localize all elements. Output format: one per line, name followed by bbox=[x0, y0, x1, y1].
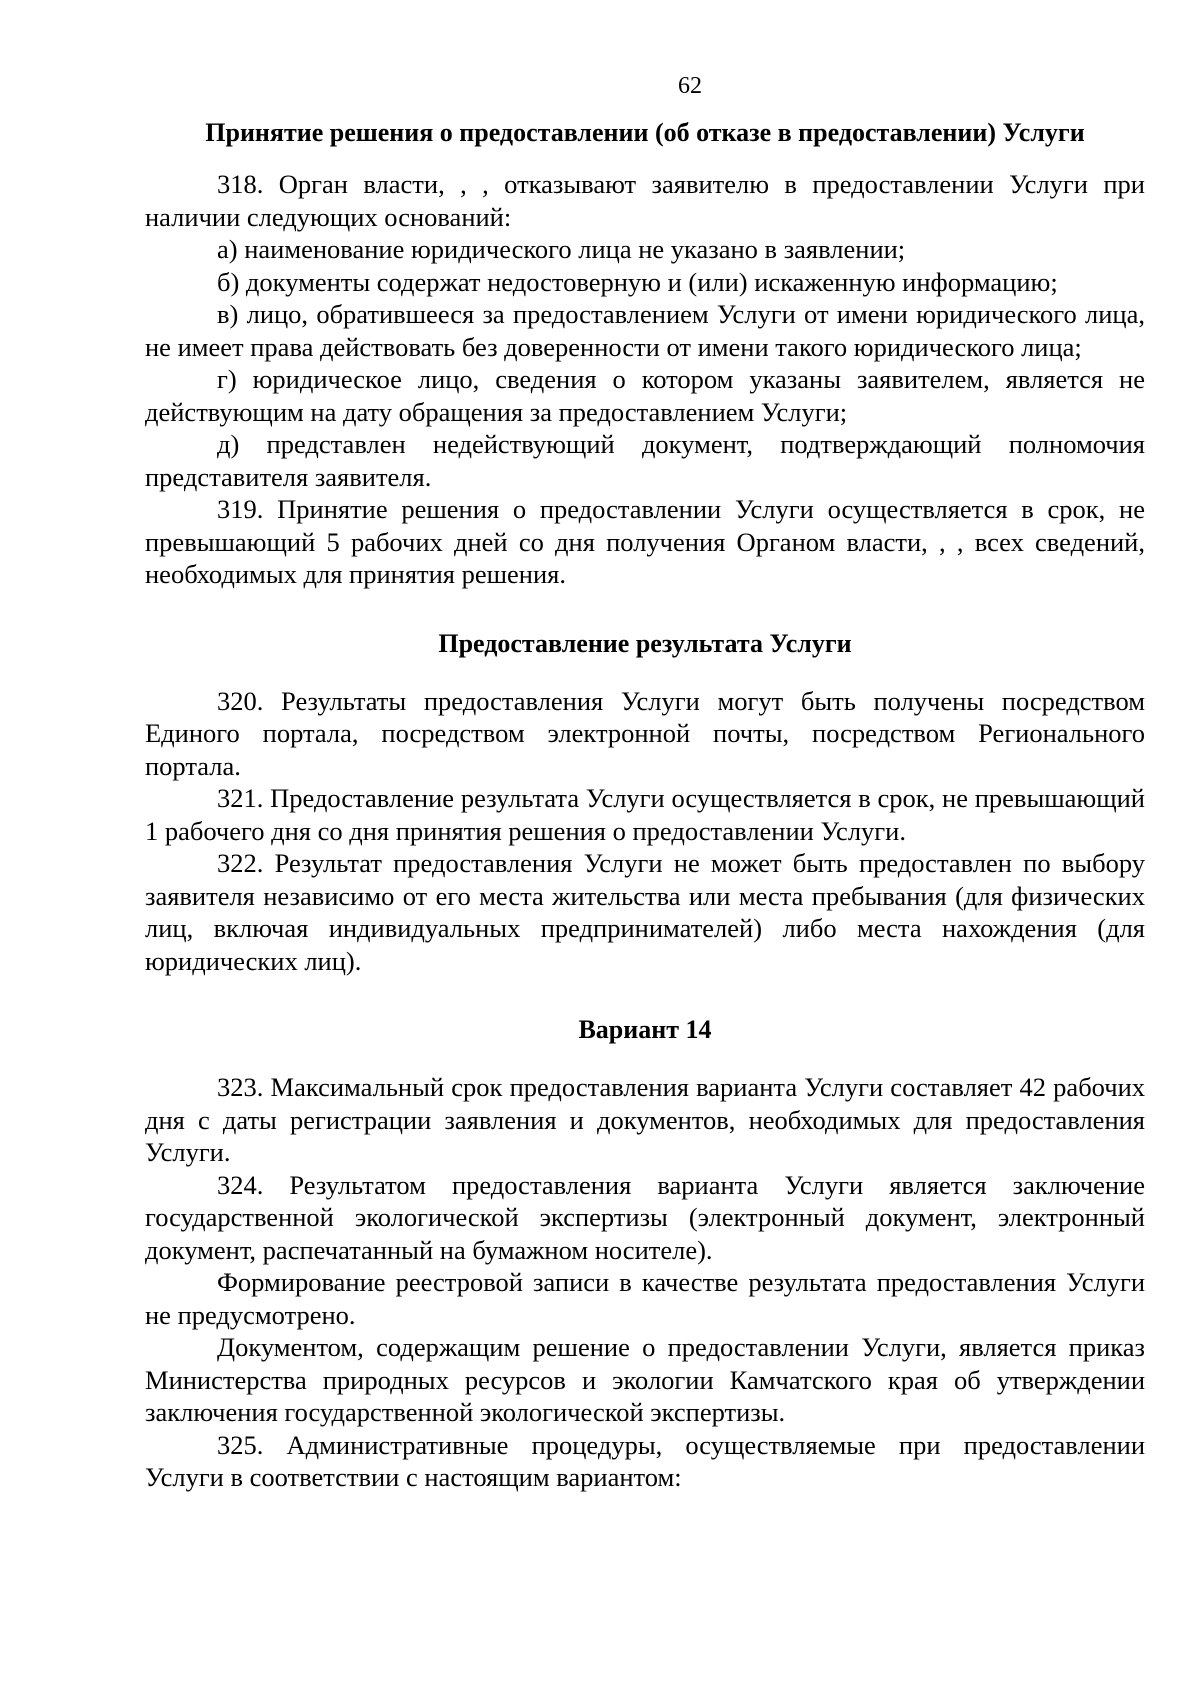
section-heading: Вариант 14 bbox=[578, 1015, 712, 1044]
paragraph-318: 318. Орган власти, , , отказывают заявителю в предоставлении Услуги при наличии следующих оснований: bbox=[145, 169, 1145, 232]
list-item-a: а) наименование юридического лица не указано в заявлении; bbox=[217, 234, 906, 264]
paragraph-decision-document: Документом, содержащим решение о предоставлении Услуги, является приказ Министерства природных ресурсов и экологии Камчатского края об утверждении заключения государственной экологической экспертизы. bbox=[145, 1332, 1145, 1427]
list-item-d: д) представлен недействующий документ, подтверждающий полномочия представителя заявителя. bbox=[145, 429, 1145, 492]
paragraph-324: 324. Результатом предоставления варианта Услуги является заключение государственной экологической экспертизы (электронный документ, электронный документ, распечатанный на бумажном носителе). bbox=[145, 1169, 1145, 1265]
section-decision bbox=[145, 116, 1145, 591]
paragraph-321: 321. Предоставление результата Услуги осуществляется в срок, не превышающий 1 рабочего дня со дня принятия решения о предоставлении Услуги. bbox=[145, 783, 1145, 846]
list-item-b: б) документы содержат недостоверную и (или) искаженную информацию; bbox=[217, 266, 1058, 297]
page-number: 62 bbox=[678, 73, 702, 99]
list-item-v: в) лицо, обратившееся за предоставлением Услуги от имени юридического лица, не имеет права действовать без доверенности от имени такого юридического лица; bbox=[145, 299, 1145, 362]
paragraph-registry: Формирование реестровой записи в качестве результата предоставления Услуги не предусмотрено. bbox=[145, 1267, 1145, 1330]
paragraph-320: 320. Результаты предоставления Услуги могут быть получены посредством Единого портала, посредством электронной почты, посредством Регионального портала. bbox=[145, 685, 1145, 781]
section-variant-14 bbox=[145, 1013, 1145, 1494]
paragraph-325: 325. Административные процедуры, осуществляемые при предоставлении Услуги в соответствии с настоящим вариантом: bbox=[145, 1429, 1145, 1492]
paragraph-322: 322. Результат предоставления Услуги не может быть предоставлен по выбору заявителя независимо от его места жительства или места пребывания (для физических лиц, включая индивидуальных предпринимателей) либо места нахождения (для юридических лиц). bbox=[145, 848, 1145, 976]
section-result bbox=[145, 627, 1145, 978]
section-heading: Предоставление результата Услуги bbox=[438, 628, 852, 658]
section-heading: Принятие решения о предоставлении (об отказе в предоставлении) Услуги bbox=[205, 118, 1085, 147]
paragraph-323: 323. Максимальный срок предоставления варианта Услуги составляет 42 рабочих дня с даты регистрации заявления и документов, необходимых для предоставления Услуги. bbox=[145, 1072, 1145, 1167]
list-item-g: г) юридическое лицо, сведения о котором указаны заявителем, является не действующим на дату обращения за предоставлением Услуги; bbox=[145, 364, 1145, 427]
paragraph-319: 319. Принятие решения о предоставлении Услуги осуществляется в срок, не превышающий 5 рабочих дней со дня получения Органом власти, , , всех сведений, необходимых для принятия решения. bbox=[145, 494, 1145, 589]
